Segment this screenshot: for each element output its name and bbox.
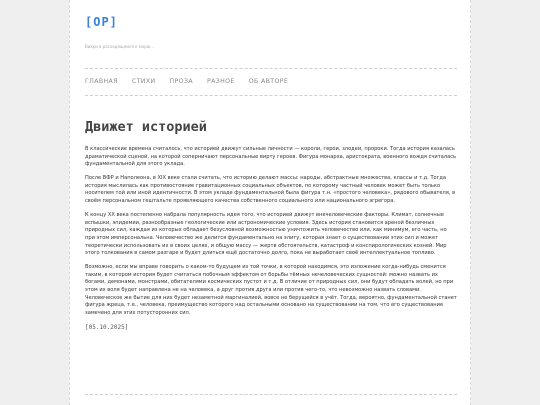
- article-paragraph: Возможно, если мы вправе говорить о каком-то будущем из той точки, в которой находимся, это изложение когда-нибудь сменится таким, в котором история будет считаться побочным эффектом от борьбы тёмных нечеловеческих сущностей: можно назвать их богами, демонами, монстрами, обитателями космических пустот и т.д. В отличие от природных сил, они будут обладать волей, но при этом их воля будет направлена не на человека, а друг против друга или против чего-то, что невозможно назвать словами. Человеческое же бытие для них будет незаметной маргиналией, вовсе не берущейся в учёт. Тогда, вероятно, фундаментальной станет фигура жреца, т.е., человека, преимущество которого над остальными основано на существовании на том, что его существование замечено для этих потусторонних сил.: [85, 264, 457, 316]
- main-nav: [85, 76, 302, 88]
- nav-item-prose[interactable]: ПРОЗА: [169, 78, 193, 85]
- footer-divider: [85, 394, 457, 395]
- nav-top-divider: [85, 68, 457, 69]
- nav-item-misc[interactable]: РАЗНОЕ: [206, 78, 235, 85]
- page-column: [69, 0, 471, 405]
- nav-item-about[interactable]: ОБ АВТОРЕ: [248, 78, 289, 85]
- article-date: [05.10.2025]: [85, 323, 129, 331]
- nav-item-poems[interactable]: СТИХИ: [131, 78, 156, 85]
- site-logo[interactable]: [ΟΡ]: [85, 15, 118, 29]
- article-title: Движет историей: [85, 119, 207, 135]
- article-paragraph: После ВФР и Наполеона, в XIX веке стали считать, что историю делают массы: народы, абстрактные множества, классы и т.д. Тогда история мыслилась как противостояние гравитационных социальных объектов, по которому частный человек может быть только носителем той или иной идентичности. В этом укладе фундаментальной была фигура т.н. «простого человека», рядового обывателя, в своём персональном гештальте проявляющего качества собственного социального или национального эгрегора.: [85, 175, 456, 205]
- nav-item-home[interactable]: ГЛАВНАЯ: [85, 78, 118, 85]
- site-tagline: Вихри в расходящемся к морю...: [85, 44, 154, 49]
- article-body: [85, 146, 457, 332]
- article-paragraph: К концу XX века постепенно набрала популярность идея того, что историей движут внечеловеческие факторы. Климат, солнечные вспышки, эпидемии, разнообразные геологические или астрономические условия. Здесь история становится ареной безличных природных сил, каждая из которых обладает безусловной возможностью уничтожить человечество или, как минимум, его часть, но при этом имперсональна. Человечество же делится фундаментально на элиту, которая знает о существовании этих сил и может теоретически использовать их в своих целях, и общую массу — жертв обстоятельств, катастроф и конспирологических козней. Мир этого толкования в самом разгаре и будет длиться ещё достаточно долго, пока не выработает своё интеллектуальное топливо.: [85, 212, 447, 257]
- nav-bottom-divider: [85, 95, 457, 96]
- article-paragraph: В классические времена считалось, что историей движут сильные личности — короли, герои, злодеи, пророки. Тогда история казалась драматической сценой, на которой соперничают персональные вирту героев. Фигура монарха, аристократа, военного вождя считалась фундаментальной для этого уклада.: [85, 146, 457, 168]
